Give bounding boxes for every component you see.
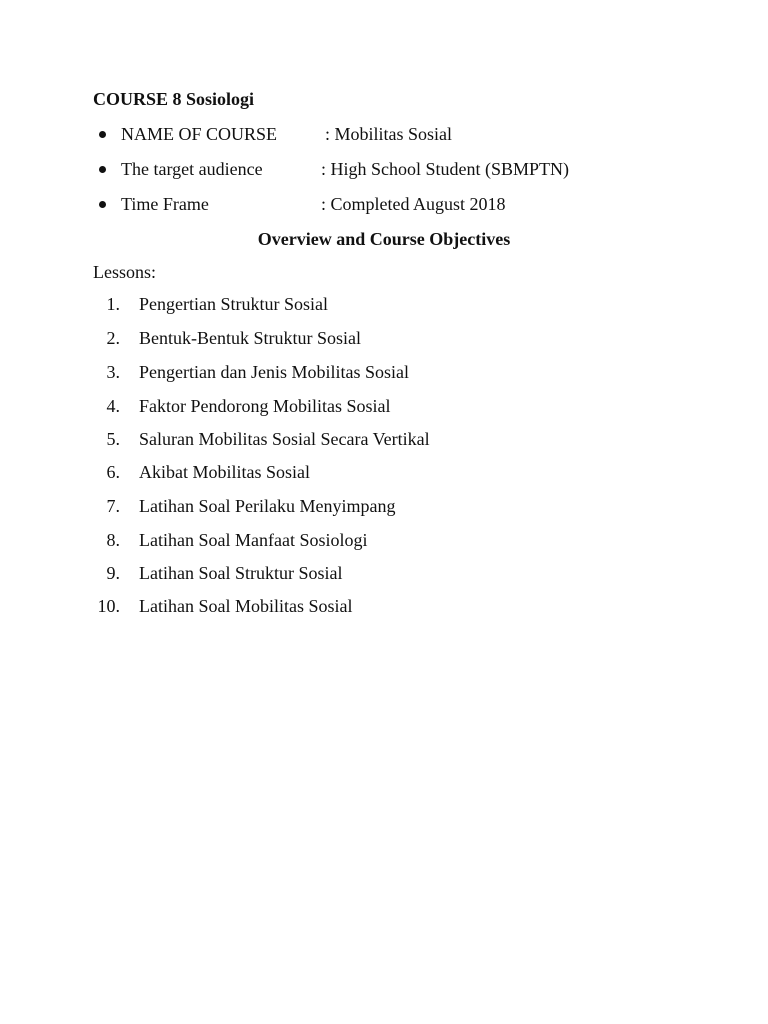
lesson-item [0, 595, 768, 617]
lesson-number: 6. [106, 462, 120, 482]
lesson-number: 1. [106, 294, 120, 314]
info-label: NAME OF COURSE [121, 124, 278, 144]
lesson-item [0, 562, 768, 584]
info-label: The target audience [121, 159, 263, 179]
lesson-item [0, 293, 768, 315]
lesson-title: Latihan Soal Perilaku Menyimpang [139, 496, 396, 516]
lesson-item [0, 428, 768, 450]
info-label: Time Frame [121, 194, 209, 214]
info-value: : High School Student (SBMPTN) [321, 159, 570, 179]
lesson-item [0, 395, 768, 417]
lesson-title: Faktor Pendorong Mobilitas Sosial [139, 396, 391, 416]
lesson-number: 7. [106, 496, 120, 516]
lesson-number: 3. [106, 362, 120, 382]
course-title: COURSE 8 Sosiologi [93, 89, 255, 109]
lesson-title: Latihan Soal Struktur Sosial [139, 563, 343, 583]
bullet-icon [99, 166, 106, 173]
info-value: : Mobilitas Sosial [325, 124, 453, 144]
lesson-number: 8. [106, 530, 120, 550]
lesson-item [0, 529, 768, 551]
lesson-number: 9. [106, 563, 120, 583]
bullet-icon [99, 201, 106, 208]
lesson-item [0, 495, 768, 517]
lesson-title: Latihan Soal Mobilitas Sosial [139, 596, 353, 616]
lesson-title: Saluran Mobilitas Sosial Secara Vertikal [139, 429, 430, 449]
lesson-title: Pengertian dan Jenis Mobilitas Sosial [139, 362, 409, 382]
lesson-item [0, 361, 768, 383]
section-heading: Overview and Course Objectives [257, 229, 511, 249]
lesson-number: 4. [106, 396, 120, 416]
lesson-title: Latihan Soal Manfaat Sosiologi [139, 530, 368, 550]
lesson-title: Akibat Mobilitas Sosial [139, 462, 310, 482]
lesson-item [0, 327, 768, 349]
lessons-label: Lessons: [93, 262, 156, 282]
lesson-number: 10. [97, 596, 120, 616]
lesson-title: Bentuk-Bentuk Struktur Sosial [139, 328, 361, 348]
bullet-icon [99, 131, 106, 138]
info-value: : Completed August 2018 [321, 194, 506, 214]
lesson-title: Pengertian Struktur Sosial [139, 294, 328, 314]
lesson-number: 2. [106, 328, 120, 348]
lesson-item [0, 461, 768, 483]
lesson-number: 5. [106, 429, 120, 449]
